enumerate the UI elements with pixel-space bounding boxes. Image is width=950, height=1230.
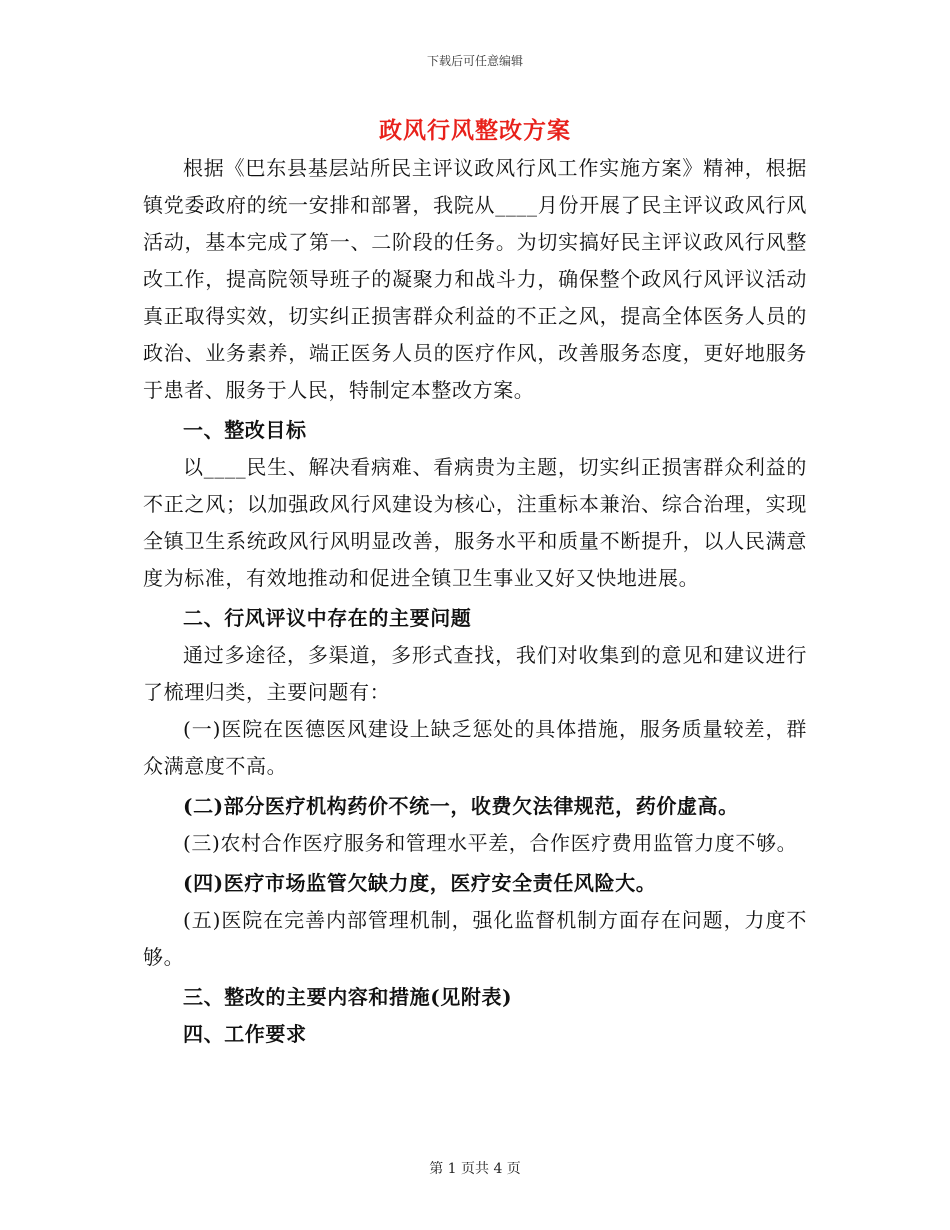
page-header: 下载后可任意编辑 [426, 54, 523, 68]
document-title: 政风行风整改方案 [379, 117, 571, 144]
intro-paragraph: 根据《巴东县基层站所民主评议政风行风工作实施方案》精神，根据镇党委政府的统一安排和部署，我院从____月份开展了民主评议政风行风活动，基本完成了第一、二阶段的任务。为切实搞好民主评议政风行风整改工作，提高院领导班子的凝聚力和战斗力，确保整个政风行风评议活动真正取得实效，切实纠正损害群众利益的不正之风，提高全体医务人员的政治、业务素养，端正医务人员的医疗作风，改善服务态度，更好地服务于患者、服务于人民，特制定本整改方案。 [143, 156, 807, 402]
page-footer: 第 1 页共 4 页 [429, 1161, 521, 1177]
problem-item-3: (三)农村合作医疗服务和管理水平差，合作医疗费用监管力度不够。 [183, 831, 798, 855]
problem-item-4: (四)医疗市场监管欠缺力度，医疗安全责任风险大。 [183, 871, 657, 895]
goals-paragraph: 以____民生、解决看病难、看病贵为主题，切实纠正损害群众利益的不正之风；以加强政风行风建设为核心，注重标本兼治、综合治理，实现全镇卫生系统政风行风明显改善，服务水平和质量不断提升，以人民满意度为标准，有效地推动和促进全镇卫生事业又好又快地进展。 [143, 455, 807, 590]
problem-item-5: (五)医院在完善内部管理机制，强化监督机制方面存在问题，力度不够。 [143, 908, 807, 969]
section-heading-requirements: 四、工作要求 [183, 1022, 307, 1046]
document-body [143, 150, 807, 1053]
problems-intro-paragraph: 通过多途径，多渠道，多形式查找，我们对收集到的意见和建议进行了梳理归类，主要问题有： [143, 643, 807, 704]
problem-item-1: (一)医院在医德医风建设上缺乏惩处的具体措施，服务质量较差，群众满意度不高。 [143, 717, 807, 778]
section-heading-goals: 一、整改目标 [183, 418, 307, 442]
section-heading-problems: 二、行风评议中存在的主要问题 [183, 606, 472, 630]
problem-item-2: (二)部分医疗机构药价不统一，收费欠法律规范，药价虚高。 [183, 794, 739, 818]
section-heading-measures: 三、整改的主要内容和措施(见附表) [183, 985, 513, 1009]
